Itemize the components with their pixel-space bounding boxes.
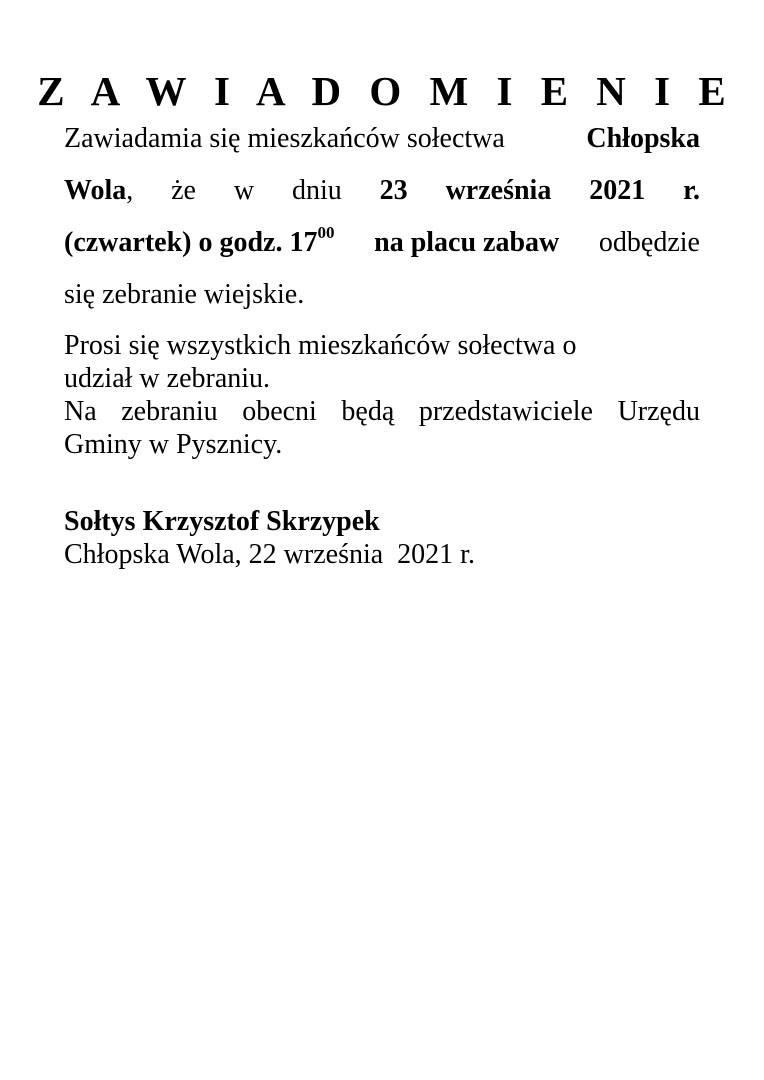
word: w bbox=[233, 175, 255, 206]
signature-block bbox=[64, 505, 700, 571]
date-day: 23 bbox=[379, 175, 408, 206]
paragraph-line: Gminy w Pysznicy. bbox=[64, 429, 283, 460]
meeting-time bbox=[64, 217, 334, 269]
document-title: Z A W I A D O M I E N I E bbox=[37, 68, 735, 114]
paragraph-line bbox=[64, 217, 700, 269]
word: dniu bbox=[292, 175, 342, 206]
word: zebraniu bbox=[121, 396, 218, 427]
paragraph-line bbox=[64, 113, 700, 165]
minutes-superscript: 00 bbox=[317, 222, 335, 242]
word: obecni bbox=[242, 396, 317, 427]
place-and-date: Chłopska Wola, 22 września 2021 r. bbox=[64, 539, 475, 570]
paragraph-line: Prosi się wszystkich mieszkańców sołectwa o bbox=[64, 330, 577, 361]
village-name-part: Wola bbox=[64, 175, 127, 206]
text-segment: Zawiadamia się mieszkańców sołectwa bbox=[64, 123, 505, 154]
date-suffix: r. bbox=[683, 175, 700, 206]
date-year: 2021 bbox=[589, 175, 646, 206]
announcement-paragraph bbox=[64, 113, 700, 321]
word: że bbox=[171, 175, 196, 206]
comma: , bbox=[126, 175, 134, 206]
meeting-place: na placu zabaw bbox=[374, 227, 560, 258]
paragraph-line: udział w zebraniu. bbox=[64, 363, 271, 394]
date-month: września bbox=[445, 175, 552, 206]
signatory-name: Sołtys Krzysztof Skrzypek bbox=[64, 506, 380, 537]
text-segment: odbędzie bbox=[598, 227, 700, 258]
text-segment bbox=[64, 165, 133, 217]
day-and-hour: (czwartek) o godz. 17 bbox=[64, 227, 318, 258]
invitation-paragraph bbox=[64, 329, 700, 461]
paragraph-line bbox=[64, 395, 700, 428]
word: Na bbox=[64, 396, 97, 427]
village-name-part: Chłopska bbox=[586, 123, 700, 154]
word: przedstawiciele bbox=[418, 396, 593, 427]
word: będą bbox=[341, 396, 395, 427]
word: Urzędu bbox=[617, 396, 700, 427]
paragraph-line bbox=[64, 165, 700, 217]
paragraph-line: się zebranie wiejskie. bbox=[64, 279, 305, 310]
